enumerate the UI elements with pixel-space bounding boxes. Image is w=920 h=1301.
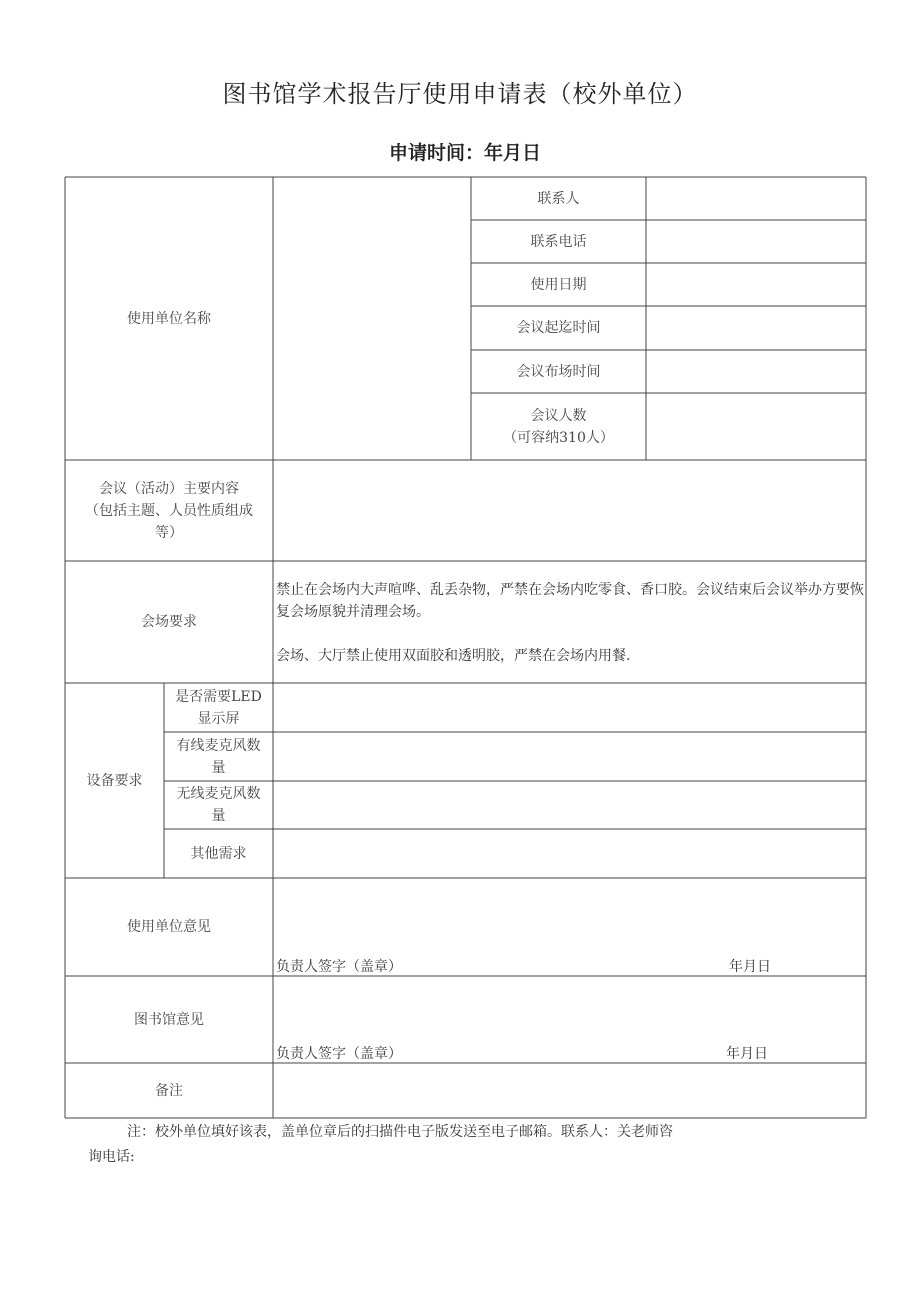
capacity-note: （可容纳310人） bbox=[503, 429, 614, 446]
venue-rule-1: 禁止在会场内大声喧哗、乱丢杂物，严禁在会场内吃零食、香口胶。会议结束后会议举办方要恢复会场原貌并清理会场。 bbox=[276, 582, 864, 620]
unit-signature-label: 负责人签字（盖章） bbox=[276, 959, 402, 975]
led-screen-field[interactable] bbox=[274, 684, 865, 731]
other-needs-field[interactable] bbox=[274, 830, 865, 877]
library-opinion-field[interactable] bbox=[274, 977, 865, 1037]
contact-person-label: 联系人 bbox=[537, 190, 580, 207]
wireless-mic-label: 无线麦克风数 量 bbox=[176, 786, 261, 824]
form-title: 图书馆学术报告厅使用申请表（校外单位） bbox=[222, 80, 698, 108]
application-time: 申请时间：年月日 bbox=[388, 142, 541, 164]
other-needs-label: 其他需求 bbox=[190, 845, 247, 862]
setup-time-field[interactable] bbox=[647, 351, 865, 392]
use-date-label: 使用日期 bbox=[530, 276, 587, 293]
library-signature-label: 负责人签字（盖章） bbox=[276, 1046, 402, 1062]
unit-opinion-label: 使用单位意见 bbox=[127, 919, 211, 935]
equipment-label: 设备要求 bbox=[86, 772, 143, 789]
meeting-content-field[interactable] bbox=[274, 461, 865, 560]
led-screen-label: 是否需要LED 显示屏 bbox=[175, 688, 262, 727]
attendees-field[interactable] bbox=[647, 394, 865, 459]
meeting-time-field[interactable] bbox=[647, 307, 865, 349]
setup-time-label: 会议布场时间 bbox=[516, 363, 601, 380]
use-date-field[interactable] bbox=[647, 264, 865, 305]
library-opinion-label: 图书馆意见 bbox=[134, 1011, 204, 1028]
wireless-mic-field[interactable] bbox=[274, 782, 865, 828]
venue-requirements-label: 会场要求 bbox=[141, 614, 197, 630]
venue-rule-2: 会场、大厅禁止使用双面胶和透明胶，严禁在会场内用餐. bbox=[276, 648, 631, 664]
meeting-content-label: 会议（活动）主要内容 （包括主题、人员性质组成 等） bbox=[85, 480, 253, 541]
contact-person-field[interactable] bbox=[647, 178, 865, 219]
attendees-label: 会议人数 （可容纳310人） bbox=[471, 393, 646, 460]
unit-opinion-field[interactable] bbox=[274, 879, 865, 949]
wired-mic-field[interactable] bbox=[274, 733, 865, 780]
remarks-field[interactable] bbox=[274, 1064, 865, 1117]
footnote-line-2: 询电话: bbox=[88, 1149, 135, 1165]
unit-name-field[interactable] bbox=[274, 178, 470, 459]
meeting-time-label: 会议起迄时间 bbox=[516, 320, 601, 336]
unit-signature-date: 年月日 bbox=[729, 959, 771, 975]
contact-phone-field[interactable] bbox=[647, 221, 865, 262]
footnote-line-1: 注：校外单位填好该表，盖单位章后的扫描件电子版发送至电子邮箱。联系人：关老师咨 bbox=[127, 1124, 673, 1140]
contact-phone-label: 联系电话 bbox=[530, 233, 587, 250]
remarks-label: 备注 bbox=[155, 1082, 183, 1099]
library-signature-date: 年月日 bbox=[726, 1046, 768, 1062]
wired-mic-label: 有线麦克风数 量 bbox=[176, 737, 261, 776]
unit-name-label: 使用单位名称 bbox=[127, 310, 211, 327]
